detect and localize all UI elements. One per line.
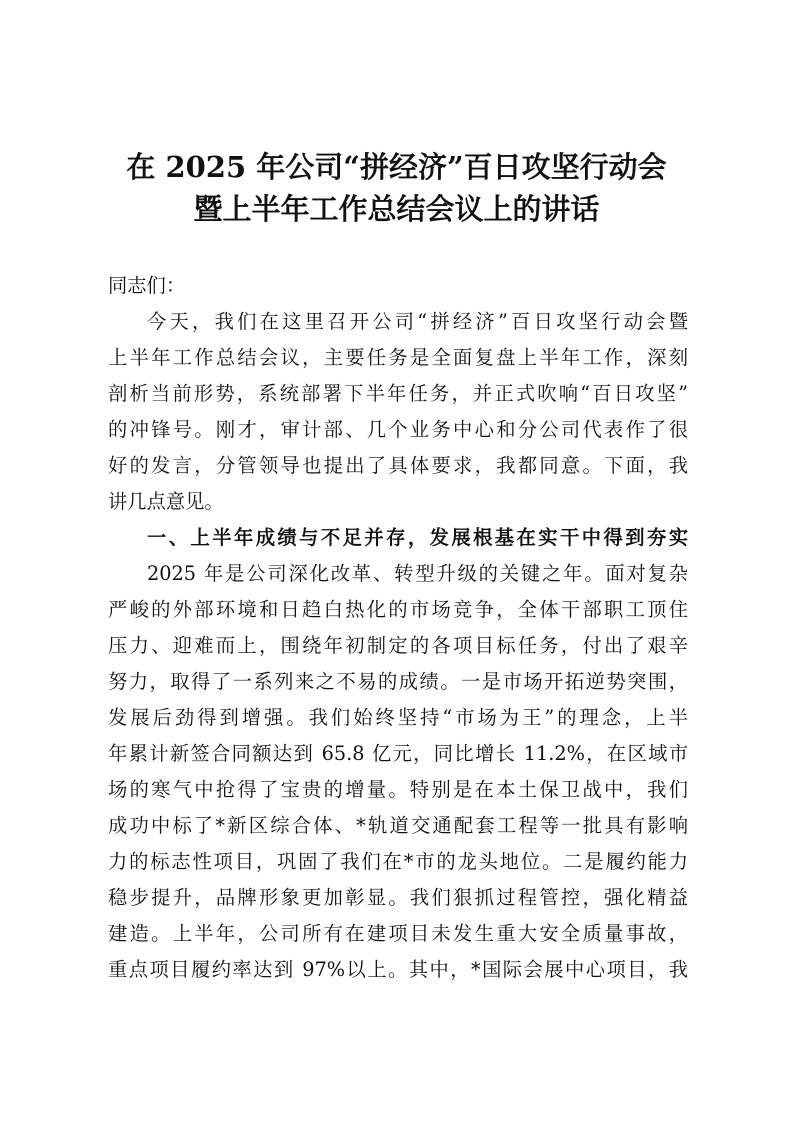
paragraph-2-line: 重点项目履约率达到 97%以上。其中，*国际会展中心项目，我 [108,958,688,981]
paragraph-2-line: 稳步提升，品牌形象更加彰显。我们狠抓过程管控，强化精益 [108,886,688,909]
paragraph-2-line: 年累计新签合同额达到 65.8 亿元，同比增长 11.2%，在区域市 [108,742,688,765]
paragraph-1-line: 好的发言，分管领导也提出了具体要求，我都同意。下面，我 [108,454,688,477]
paragraph-2-line: 建造。上半年，公司所有在建项目未发生重大安全质量事故， [108,922,688,945]
paragraph-2-line: 2025 年是公司深化改革、转型升级的关键之年。面对复杂 [147,562,688,585]
paragraph-2-line: 努力，取得了一系列来之不易的成绩。一是市场开拓逆势突围， [108,670,688,693]
document-body [108,268,688,988]
document-title-line-1: 在 2025 年公司“拼经济”百日攻坚行动会 [126,150,667,184]
paragraph-2-line: 成功中标了*新区综合体、*轨道交通配套工程等一批具有影响 [108,814,688,837]
paragraph-2-line: 场的寒气中抢得了宝贵的增量。特别是在本土保卫战中，我们 [108,778,688,801]
paragraph-2-line: 严峻的外部环境和日趋白热化的市场竞争，全体干部职工顶住 [108,598,688,621]
document-title-line-2: 暨上半年工作总结会议上的讲话 [193,192,600,226]
paragraph-2-line: 发展后劲得到增强。我们始终坚持“市场为王”的理念，上半 [108,706,688,729]
salutation: 同志们： [108,274,186,297]
paragraph-1-line: 上半年工作总结会议，主要任务是全面复盘上半年工作，深刻 [108,346,688,369]
paragraph-1-line: 的冲锋号。刚才，审计部、几个业务中心和分公司代表作了很 [108,418,688,441]
section-heading-1: 一、上半年成绩与不足并存，发展根基在实干中得到夯实 [147,526,688,549]
paragraph-1-line: 剖析当前形势，系统部署下半年任务，并正式吹响“百日攻坚” [108,382,688,405]
paragraph-2-line: 力的标志性项目，巩固了我们在*市的龙头地位。二是履约能力 [108,850,688,873]
paragraph-1-line: 讲几点意见。 [108,490,224,513]
paragraph-2-line: 压力、迎难而上，围绕年初制定的各项目标任务，付出了艰辛 [108,634,688,657]
paragraph-1-line: 今天，我们在这里召开公司“拼经济”百日攻坚行动会暨 [147,310,688,333]
